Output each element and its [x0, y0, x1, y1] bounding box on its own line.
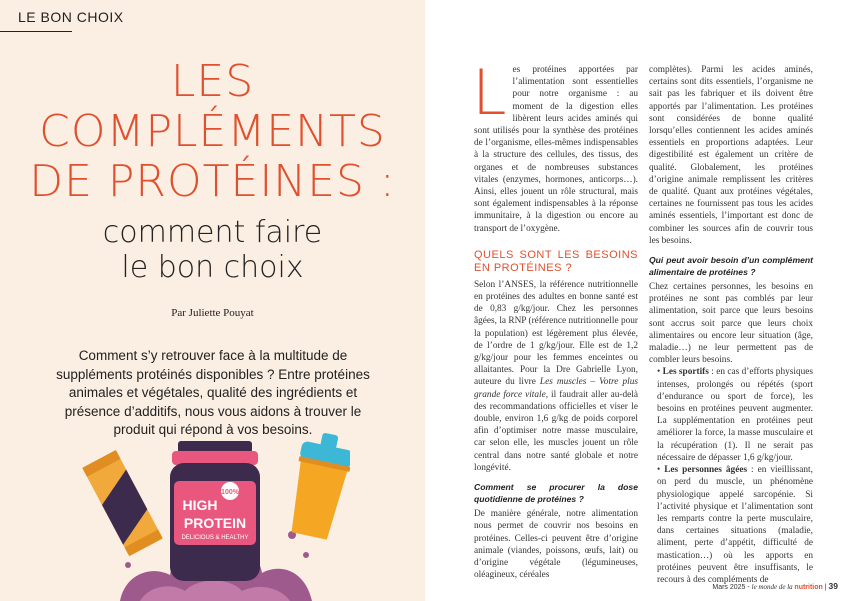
shaker-icon [284, 429, 350, 542]
text-column-2 [649, 64, 813, 586]
jar-label-line-1: HIGH [182, 497, 218, 513]
title-line-3: DE PROTÉINES : [29, 156, 396, 207]
right-page [425, 0, 850, 601]
rubric-underline [0, 31, 72, 32]
lead-paragraph: Les protéines apportées par l’alimentation sont essentielles pour notre organisme : au moment de la digestion elles libèrent leurs acides aminés qui sont utilisés pour la synthèse des protéines de l’organisme, elles-mêmes indispensables à la structure des cellules, des tissus, des organes et de nombreuses substances vitales (enzymes, hormones, anticorps…). Ainsi, elles jouent un rôle structural, mais sont également indispensables à la réponse immunitaire, à la digestion ou encore au transport de l’oxygène. [472, 56, 638, 234]
paragraph-acides-amines: complètes). Parmi les acides aminés, certains sont dits essentiels, l’organisme ne sait pas les fabriquer et ils doivent être apportés par l’alimentation. Les protéines sont considérées de bonne qualité lorsqu’elles contiennent les acides aminés essentiels en proportions adaptées. Leur digestibilité est également un critère de qualité. Globalement, les protéines d’origine animale remplissent les critères de qualité. Quant aux protéines végétales, certaines ne fournissent pas tous les acides aminés essentiels, l’important est donc de combiner les sources afin de couvrir tous les besoins. [649, 65, 813, 246]
paragraph-qui: Chez certaines personnes, les besoins en protéines ne sont pas comblés par leur alimentation, soit parce que leurs besoins sont accrus soit parce que leurs choix alimentaires ou encore leur situation (âge, maladie…) ne leur permettent pas de combler leurs besoins. [649, 282, 813, 366]
title-line-1: LES [170, 56, 255, 107]
jar-label-line-3: DELICIOUS & HEALTHY [181, 535, 249, 541]
page-footer: Mars 2025 - le monde de la nutrition | 39 [712, 581, 838, 591]
protein-bar-icon [82, 450, 162, 556]
subtitle-line-1: comment faire [102, 215, 323, 250]
text-column-1 [472, 56, 638, 581]
bullet-personnes-agees: • Les personnes âgées : en vieillissant, on perd du muscle, un phénomène physiologique appelé sarcopénie. Si l’activité physique et l’alimentation sont les remparts contre la perte musculaire, dans certaines situations (maladie, aliment, perte d’appétit, difficulté de mastication…) où les apports en protéines peuvent être insuffisants, le recours à des compléments de [657, 465, 813, 585]
drop-cap: L [472, 56, 507, 129]
subheading-dose: Comment se procurer la dose quotidienne de protéines ? [474, 482, 638, 504]
protein-illustration [80, 425, 350, 601]
bullet-sportifs: • Les sportifs : en cas d’efforts physiques intenses, prolongés ou répétés (sport d’endurance ou sport de force), les besoins en protéines peuvent augmenter. La supplémentation en protéines peut améliorer la force, la masse musculaire et la récupération (1). Il ne serait pas nécessaire de dépasser 1,6 g/kg/jour. [657, 367, 813, 463]
jar-badge: 100% [221, 489, 239, 496]
jar-label-line-2: PROTEIN [183, 515, 247, 531]
paragraph-besoins: Selon l’ANSES, la référence nutritionnelle en protéines des adultes en bonne santé est de 0,83 g/kg/jour. Chez les personnes âgées, la RNP (référence nutritionnelle pour la population) est légèrement plus élevée, de l’ordre de 1 g/kg/jour. Elle est de 1,2 g/kg/jour pour les femmes enceintes ou allaitantes. Pour la Dre Gabrielle Lyon, auteure du livre Les muscles – Votre plus grande force vitale, il faudrait aller au-delà des recommandations officielles et viser le double, environ 1,6 g/kg de poids corporel afin d’optimiser notre masse musculaire, car selon elle, les muscles jouent un rôle central dans notre santé globale et notre longévité. [474, 279, 638, 473]
book-title: Les muscles – Votre plus grande force vitale [474, 377, 638, 400]
paragraph-dose: De manière générale, notre alimentation nous permet de couvrir nos besoins en protéines. Celles-ci peuvent être d’origine animale (viandes, poissons, œufs, lait) ou d’origine végétale (légumineuses, oléagineux, céréales [474, 509, 638, 581]
title-line-2: COMPLÉMENTS [39, 106, 386, 157]
byline: Par Juliette Pouyat [171, 307, 254, 319]
heading-besoins: QUELS SONT LES BESOINS EN PROTÉINES ? [474, 248, 638, 274]
intro-text: Comment s’y retrouver face à la multitude de suppléments protéinés disponibles ? Entre protéines animales et végétales, qualité des ingrédients et présence d’additifs, nous vous aidons à trouver le produit qui répond à vos besoins. [56, 348, 370, 437]
page-number: 39 [828, 581, 838, 591]
subheading-qui: Qui peut avoir besoin d’un complément alimentaire de protéines ? [649, 255, 813, 277]
section-rubric: LE BON CHOIX [18, 9, 124, 25]
subtitle-line-2: le bon choix [121, 250, 304, 285]
